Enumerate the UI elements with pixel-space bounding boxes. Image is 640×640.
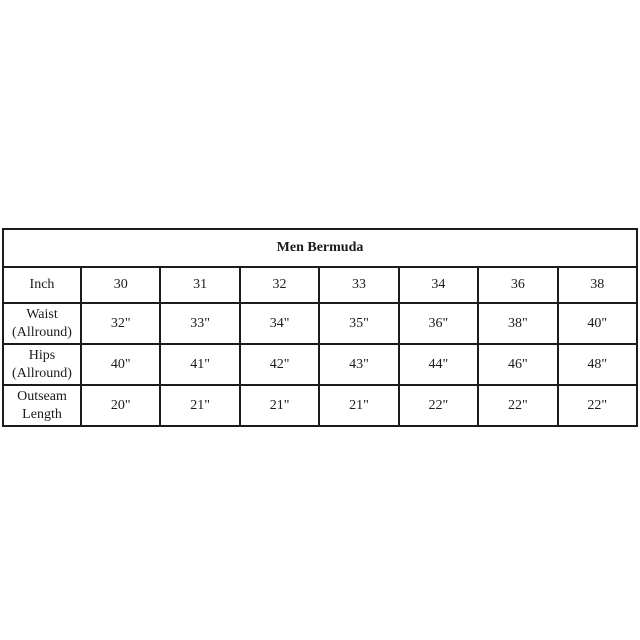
measurement-cell: 22" <box>399 385 478 426</box>
row-label-inch: Inch <box>3 267 81 303</box>
measurement-cell: 32" <box>81 303 160 344</box>
measurement-cell: 22" <box>478 385 557 426</box>
table-row-outseam <box>3 385 637 426</box>
measurement-cell: 40" <box>558 303 637 344</box>
title-row <box>3 229 637 267</box>
size-cell: 36 <box>478 267 557 303</box>
measurement-cell: 21" <box>319 385 398 426</box>
measurement-cell: 34" <box>240 303 319 344</box>
measurement-cell: 43" <box>319 344 398 385</box>
size-cell: 38 <box>558 267 637 303</box>
measurement-cell: 36" <box>399 303 478 344</box>
measurement-cell: 21" <box>160 385 239 426</box>
measurement-cell: 44" <box>399 344 478 385</box>
measurement-cell: 20" <box>81 385 160 426</box>
table-row-hips <box>3 344 637 385</box>
measurement-cell: 22" <box>558 385 637 426</box>
measurement-cell: 35" <box>319 303 398 344</box>
size-cell: 33 <box>319 267 398 303</box>
size-cell: 30 <box>81 267 160 303</box>
measurement-cell: 46" <box>478 344 557 385</box>
measurement-cell: 42" <box>240 344 319 385</box>
measurement-cell: 33" <box>160 303 239 344</box>
row-label-waist: Waist (Allround) <box>3 303 81 344</box>
measurement-cell: 21" <box>240 385 319 426</box>
table-title: Men Bermuda <box>3 229 637 267</box>
row-label-outseam: Outseam Length <box>3 385 81 426</box>
size-cell: 32 <box>240 267 319 303</box>
measurement-cell: 48" <box>558 344 637 385</box>
row-label-hips: Hips (Allround) <box>3 344 81 385</box>
table-row-waist <box>3 303 637 344</box>
measurement-cell: 40" <box>81 344 160 385</box>
size-chart-table <box>2 228 638 427</box>
size-cell: 34 <box>399 267 478 303</box>
table-row-inch <box>3 267 637 303</box>
measurement-cell: 41" <box>160 344 239 385</box>
size-cell: 31 <box>160 267 239 303</box>
measurement-cell: 38" <box>478 303 557 344</box>
